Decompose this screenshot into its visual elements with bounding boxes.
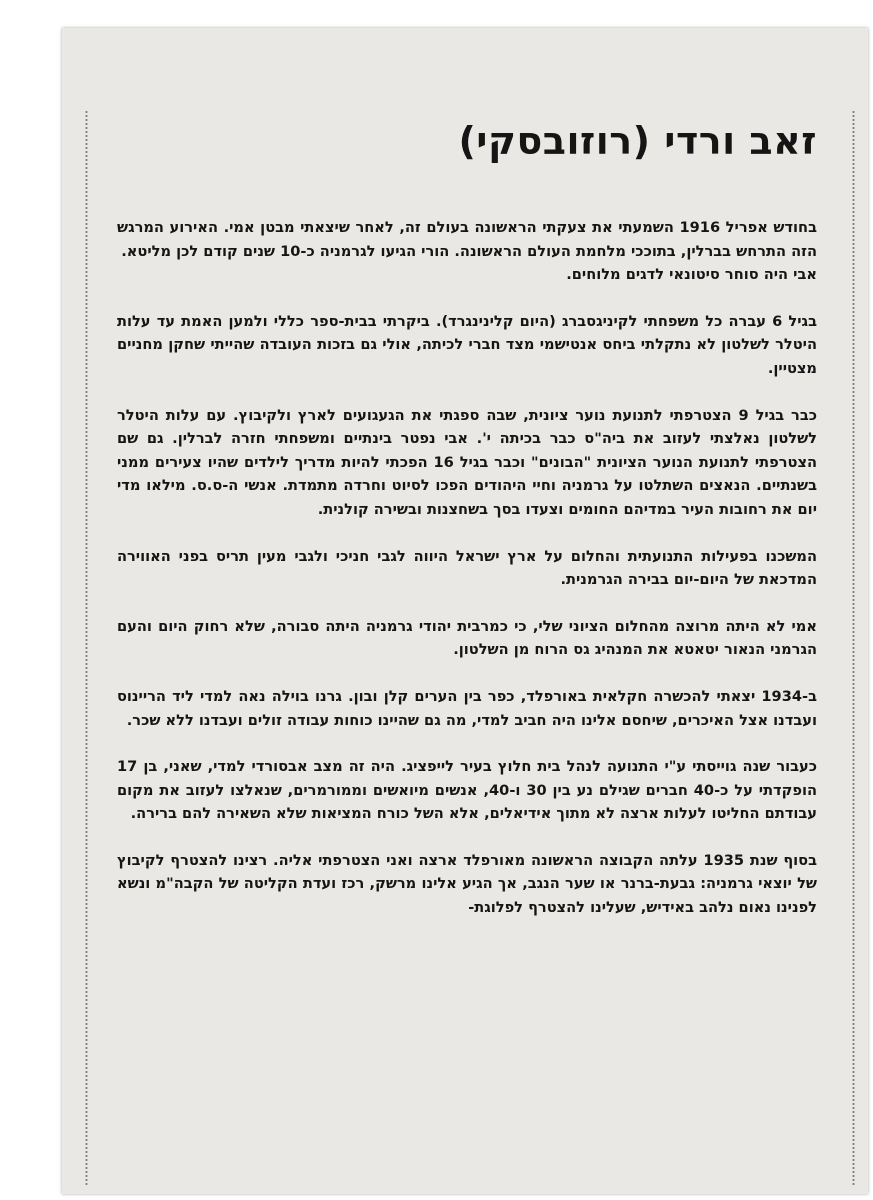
paragraph-hachshara: ב-1934 יצאתי להכשרה חקלאית באורפלד, כפר בין הערים קלן ובון. גרנו בוילה נאה למדי ליד הריינוס ועבדנו אצל האיכרים, שיחסם אלינו היה חביב למדי, מה גם שהיינו כוחות עבודה זולים ועבדנו ללא שכר. <box>117 687 817 729</box>
paragraph-aliyah: בסוף שנת 1935 עלתה הקבוצה הראשונה מאורפלד ארצה ואני הצטרפתי אליה. רצינו להצטרף לקיבוץ של יוצאי גרמניה: גבעת-ברנר או שער הנגב, אך הגיע אלינו מרשק, רכז ועדת הקליטה של הקבה"מ ונשא לפנינו נאום נלהב באידיש, שעלינו להצטרף לפלוגת- <box>117 851 817 917</box>
document-body <box>117 118 817 920</box>
paragraph-konigsberg: בגיל 6 עברה כל משפחתי לקיניגסברג (היום קלינינגרד). ביקרתי בבית-ספר כללי ולמען האמת עד עלות היטלר לשלטון לא נתקלתי ביחס אנטישמי מצד חברי לכיתה, אולי גם בזכות העובדה שהייתי שחקן מחניים מצטיין. <box>117 312 817 377</box>
paragraph-birth: בחודש אפריל 1916 השמעתי את צעקתי הראשונה בעולם זה, לאחר שיצאתי מבטן אמי. האירוע המרגש הזה התרחש בברלין, בתוככי מלחמת העולם הראשונה. הורי הגיעו לגרמניה כ-10 שנים קודם לכן מליטא. <box>117 219 817 260</box>
document-title: זאב ורדי (רוזובסקי) <box>458 119 817 163</box>
paragraph-youth-movement: כבר בגיל 9 הצטרפתי לתנועת נוער ציונית, שבה ספגתי את הגעגועים לארץ ולקיבוץ. עם עלות היטלר לשלטון נאלצתי לעזוב את ביה"ס כבר בכיתה י'. אבי נפטר בינתיים ומשפחתי חזרה לברלין. גם שם הצטרפתי לתנועת הנוער הציונית "הבונים" וכבר בגיל 16 הפכתי להיות מדריך לילדים שהיו צעירים ממני בשנתיים. הנאצים השתלטו על גרמניה וחיי היהודים הפכו לסיוט וחרדה מתמדת. אנשי ה-ס.ס. מילאו מדי יום את רחובות העיר במדיהם החומים וצעדו בסך בשחצנות ובשירה קולנית. <box>117 406 817 518</box>
document-page <box>62 28 868 1194</box>
paragraph-father: אבי היה סוחר סיטונאי לדגים מלוחים. <box>566 266 817 284</box>
left-dotted-border <box>84 110 89 1185</box>
right-dotted-border <box>851 110 856 1185</box>
paragraph-movement-activity: המשכנו בפעילות התנועתית והחלום על ארץ ישראל היווה לגבי חניכי ולגבי מעין תריס בפני האווירה המדכאת של היום-יום בבירה הגרמנית. <box>117 547 817 589</box>
paragraph-leipzig: כעבור שנה גוייסתי ע"י התנועה לנהל בית חלוץ בעיר לייפציג. היה זה מצב אבסורדי למדי, שאני, בן 17 הופקדתי על כ-40 חברים שגילם נע בין 30 ו-40, אנשים מיואשים וממורמרים, שנאלצו לעזוב את מקום עבודתם החליטו לעלות ארצה לא מתוך אידיאלים, אלא השל כורח המציאות שלא השאירה להם ברירה. <box>117 758 817 823</box>
paragraph-mother: אמי לא היתה מרוצה מהחלום הציוני שלי, כי כמרבית יהודי גרמניה היתה סבורה, שלא רחוק היום והעם הגרמני הנאור יטאטא את המנהיג גס הרוח מן השלטון. <box>117 617 817 659</box>
